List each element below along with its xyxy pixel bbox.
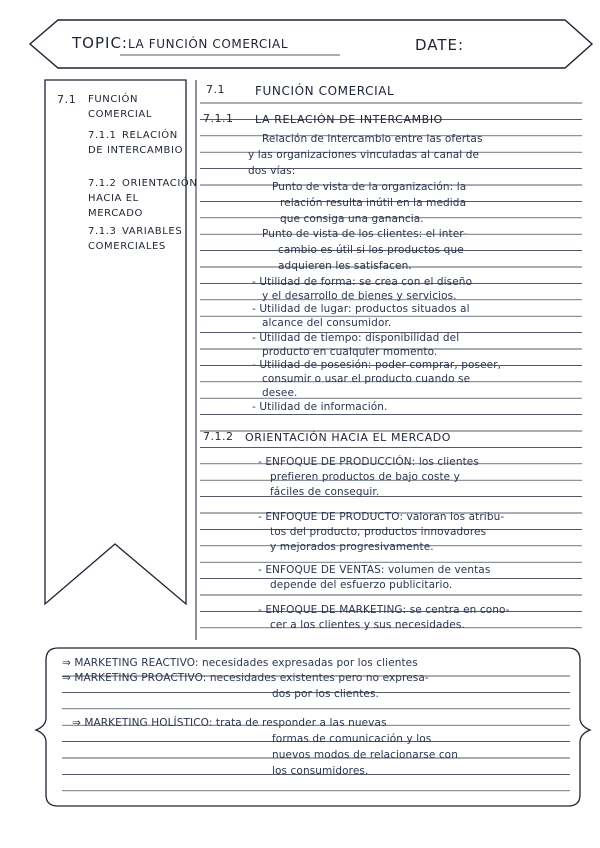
approach-line: y mejorados progresivamente. — [270, 541, 434, 553]
utility-line: - Utilidad de posesión: poder comprar, poseer, — [252, 359, 502, 371]
section-num: 7.1 — [206, 83, 225, 96]
approach-line: depende del esfuerzo publicitario. — [270, 579, 453, 591]
note-line: Punto de vista de los clientes: el inter- — [262, 228, 467, 240]
sidebar-item-713-text: VARIABLES COMERCIALES — [88, 226, 183, 252]
bottom-note-line: los consumidores. — [272, 765, 369, 777]
topic-label: TOPIC: — [72, 34, 128, 52]
sidebar-pennant-frame — [45, 80, 198, 604]
sidebar-item-711-num: 7.1.1 — [88, 130, 117, 141]
utility-line: producto en cualquier momento. — [262, 346, 438, 358]
note-line: adquieren les satisfacen. — [278, 260, 412, 272]
utility-line: - Utilidad de forma: se crea con el diseño — [252, 276, 473, 288]
note-line: que consiga una ganancia. — [280, 213, 424, 225]
sub2-title: ORIENTACIÓN HACIA EL MERCADO — [245, 431, 452, 444]
utility-line: y el desarrollo de bienes y servicios. — [262, 290, 457, 302]
topic-value: LA FUNCIÓN COMERCIAL — [128, 37, 289, 51]
utility-line: desee. — [262, 387, 298, 399]
utility-line: alcance del consumidor. — [262, 317, 392, 329]
sub1-title: LA RELACIÓN DE INTERCAMBIO — [255, 113, 443, 126]
approach-line: fáciles de conseguir. — [270, 486, 380, 498]
bottom-note-line: ⇒ MARKETING REACTIVO: necesidades expresadas por los clientes — [62, 657, 418, 669]
bottom-note-line: formas de comunicación y los — [272, 733, 432, 745]
bottom-note-line: dos por los clientes. — [272, 688, 379, 700]
utility-line: consumir o usar el producto cuando se — [262, 373, 471, 385]
note-line: y las organizaciones vinculadas al canal de — [248, 149, 480, 161]
approach-line: tos del producto, productos innovadores — [270, 526, 487, 538]
approach-line: cer a los clientes y sus necesidades. — [270, 619, 465, 631]
approach-line: - ENFOQUE DE PRODUCTO: valoran los atribu- — [258, 511, 505, 523]
sidebar-item-712-text: ORIENTACIÓN HACIA EL MERCADO — [88, 178, 198, 219]
note-line: relación resulta inútil en la medida — [280, 197, 467, 209]
sidebar-item-711-text: RELACIÓN DE INTERCAMBIO — [88, 130, 184, 156]
utility-line: - Utilidad de información. — [252, 401, 388, 413]
approach-line: prefieren productos de bajo coste y — [270, 471, 460, 483]
note-line: cambio es útil si los productos que — [278, 244, 464, 256]
bottom-note-line: ⇒ MARKETING HOLÍSTICO: trata de responder a las nuevas — [72, 717, 387, 729]
sidebar-num: 7.1 — [57, 93, 77, 106]
note-line: Punto de vista de la organización: la — [272, 181, 467, 193]
approach-line: - ENFOQUE DE PRODUCCIÓN: los clientes — [258, 456, 479, 468]
sub1-num: 7.1.1 — [203, 112, 234, 125]
utility-line: - Utilidad de tiempo: disponibilidad del — [252, 332, 460, 344]
date-label: DATE: — [415, 36, 465, 54]
approach-line: - ENFOQUE DE VENTAS: volumen de ventas — [258, 564, 491, 576]
bottom-note-line: ⇒ MARKETING PROACTIVO: necesidades existentes pero no expresa- — [62, 672, 429, 684]
note-line: dos vías: — [248, 165, 296, 177]
utility-line: - Utilidad de lugar: productos situados al — [252, 303, 470, 315]
approach-line: - ENFOQUE DE MARKETING: se centra en cono- — [258, 604, 510, 616]
sidebar-item-713-num: 7.1.3 — [88, 226, 117, 237]
sub2-num: 7.1.2 — [203, 430, 234, 443]
bottom-note-line: nuevos modos de relacionarse con — [272, 749, 458, 761]
sidebar-item-712-num: 7.1.2 — [88, 178, 117, 189]
note-line: Relación de intercambio entre las ofertas — [262, 133, 483, 145]
section-title: FUNCIÓN COMERCIAL — [255, 84, 395, 98]
sidebar-title: FUNCIÓN COMERCIAL — [88, 94, 152, 120]
